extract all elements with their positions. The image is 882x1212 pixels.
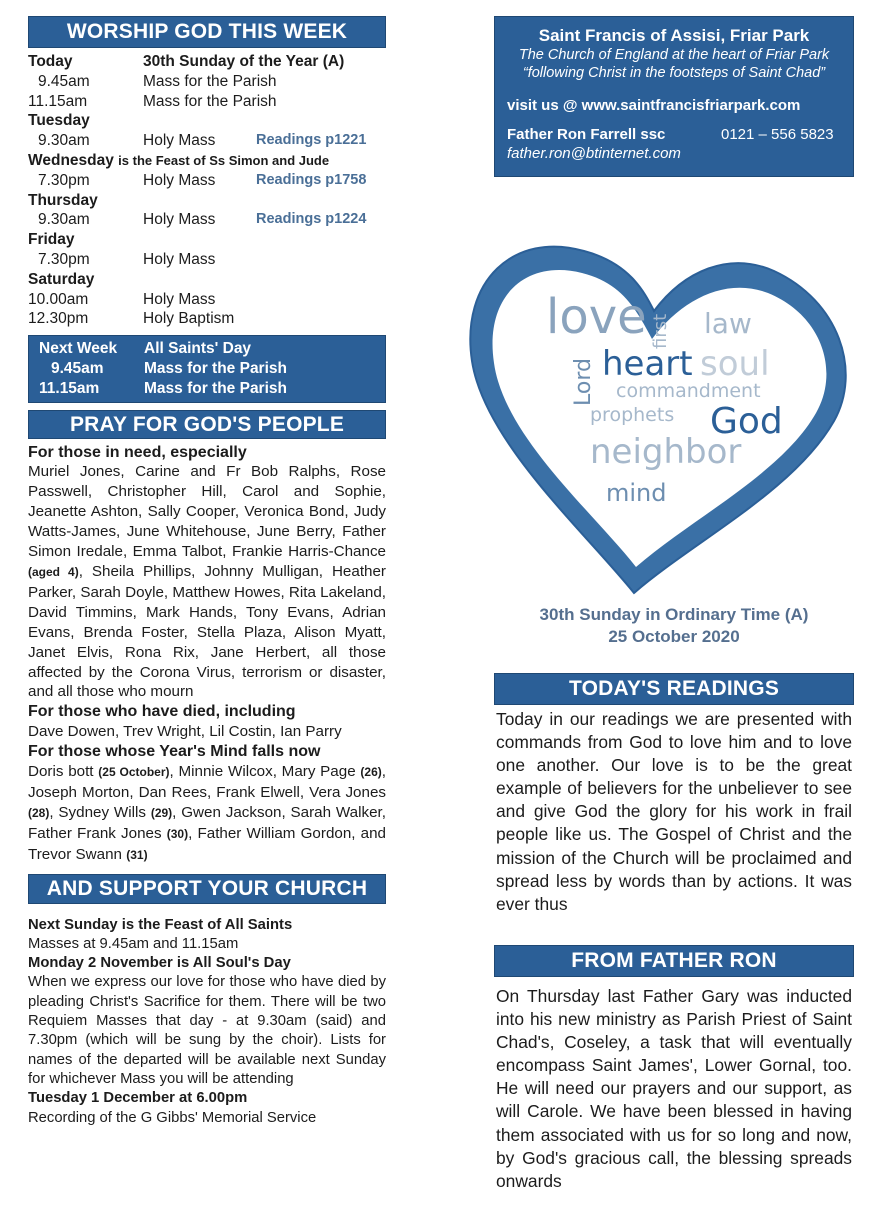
support-heading: AND SUPPORT YOUR CHURCH [28,874,386,904]
schedule-row: Wednesday is the Feast of Ss Simon and Jude [28,151,330,169]
phone-number: 0121 – 556 5823 [721,126,834,143]
readings-heading: TODAY'S READINGS [494,673,854,705]
support-item-heading: Tuesday 1 December at 6.00pm [28,1090,248,1107]
schedule-row: 7.30pm Holy Mass [38,250,216,268]
word-commandment: commandment [616,380,761,402]
father-ron-heading: FROM FATHER RON [494,945,854,977]
schedule-row: 7.30pm Holy Mass Readings p1758 [38,171,367,189]
pray-section [28,443,386,866]
schedule-row: 12.30pm Holy Baptism [28,310,235,328]
occasion-title [494,604,854,648]
need-list: Muriel Jones, Carine and Fr Bob Ralphs, Rose Passwell, Christopher Hill, Carol and Sophie, Jeanette Ashton, Sally Cooper, Veronica Bond, Judy Watts-James, June Whitehouse, June Berry, Father Simon Iredale, Emma Talbot, Frankie Harris-Chance (aged 4), Sheila Phillips, Johnny Mulligan, Heather Parker, Sarah Doyle, Matthew Howes, Rita Lakeland, David Timmins, Mark Hands, Tony Evans, Adrian Evans, Brenda Foster, Stella Plaza, Alison Myatt, Janet Elvis, Rona Rix, Jane Herbert, all those affected by the Corona Virus, terrorism or disaster, and all those who mourn [28,463,386,701]
word-prophets: prophets [590,404,675,426]
years-mind-list: Doris bott (25 October), Minnie Wilcox, Mary Page (26), Joseph Morton, Dan Rees, Frank Elwell, Vera Jones (28), Sydney Wills (29), Gwen Jackson, Sarah Walker, Father Frank Jones (30), Father William Gordon, and Trevor Swann (31) [28,763,386,863]
priest-name: Father Ron Farrell ssc [507,126,666,143]
word-mind: mind [606,479,667,507]
schedule-row: 11.15am Mass for the Parish [28,92,277,110]
schedule-row: 9.45am Mass for the Parish [51,359,287,377]
church-info-box [494,16,854,177]
schedule-row: 9.30am Holy Mass Readings p1221 [38,132,367,150]
support-item-text: When we express our love for those who have died by pleading Christ's Sacrifice for them. There will be two Requiem Masses that day - at 9.30am (said) and 7.30pm (which will be sung by the choir). Lists for names of the departed will be available next Sunday for whichever Mass you will be attending [28,974,386,1087]
occasion-line: 30th Sunday in Ordinary Time (A) [539,605,809,624]
schedule-row: 9.45am Mass for the Parish [38,72,277,90]
word-neighbor: neighbor [590,432,742,472]
right-column [494,16,854,1191]
readings-ref: Readings p1224 [256,211,367,228]
support-item-heading: Monday 2 November is All Soul's Day [28,955,291,972]
father-ron-text: On Thursday last Father Gary was inducted into his new ministry as Parish Priest of Saint Chad's, Coseley, a task that will eventually encompass Saint James', Lower Gornal, too. He will need our prayers and our support, as will Carole. We have been blessed in having them associated with us for so long and now, by God's gracious call, the blessing spreads onwards [496,986,852,1191]
readings-text: Today in our readings we are presented with commands from God to love him and to love one another. Our love is to be the great example of believers for the unbeliever to see and give God the glory for his work in frail people like us. The Gospel of Christ and the mission of the Church will be proclaimed and spread less by words than by actions. It was ever thus [496,709,852,914]
word-law: law [704,307,752,340]
pray-heading: PRAY FOR GOD'S PEOPLE [28,410,386,439]
support-item-heading: Next Sunday is the Feast of All Saints [28,916,293,933]
support-item-text: Masses at 9.45am and 11.15am [28,935,239,952]
schedule-row: 11.15am Mass for the Parish [39,379,287,397]
schedule-row: Tuesday [28,112,90,130]
schedule-row: 10.00am Holy Mass [28,290,216,308]
years-mind-heading: For those whose Year's Mind falls now [28,743,321,761]
email-link[interactable]: father.ron@btinternet.com [507,145,681,162]
schedule-row: Saturday [28,270,95,288]
next-week-box [28,335,386,402]
word-love: love [546,289,647,345]
died-heading: For those who have died, including [28,703,296,721]
word-lord: Lord [571,358,596,406]
church-motto: “following Christ in the footsteps of Saint Chad” [522,65,826,81]
church-tagline: The Church of England at the heart of Friar Park [518,47,830,63]
word-first: first [650,313,671,349]
died-list: Dave Dowen, Trev Wright, Lil Costin, Ian Parry [28,723,342,741]
occasion-date: 25 October 2020 [608,627,740,646]
church-name: Saint Francis of Assisi, Friar Park [538,26,810,45]
worship-heading: WORSHIP GOD THIS WEEK [28,16,386,48]
word-soul: soul [700,344,770,384]
readings-ref: Readings p1758 [256,171,367,188]
word-heart: heart [602,344,693,384]
schedule-row: Today 30th Sunday of the Year (A) [28,53,345,70]
support-item-text: Recording of the G Gibbs' Memorial Service [28,1109,317,1126]
word-god: God [710,401,783,442]
readings-ref: Readings p1221 [256,132,367,149]
schedule-row: Next Week All Saints' Day [39,340,252,358]
heart-word-cloud [464,211,864,601]
support-section [28,916,386,1128]
schedule-row: 9.30am Holy Mass Readings p1224 [38,211,367,229]
schedule-row: Friday [28,231,75,249]
heart-graphic [464,211,864,601]
priest-contact [505,125,843,144]
website-link[interactable]: visit us @ www.saintfrancisfriarpark.com [507,97,801,114]
schedule-row: Thursday [28,191,98,209]
worship-schedule [28,52,386,329]
left-column [28,16,386,1128]
need-heading: For those in need, especially [28,443,247,461]
